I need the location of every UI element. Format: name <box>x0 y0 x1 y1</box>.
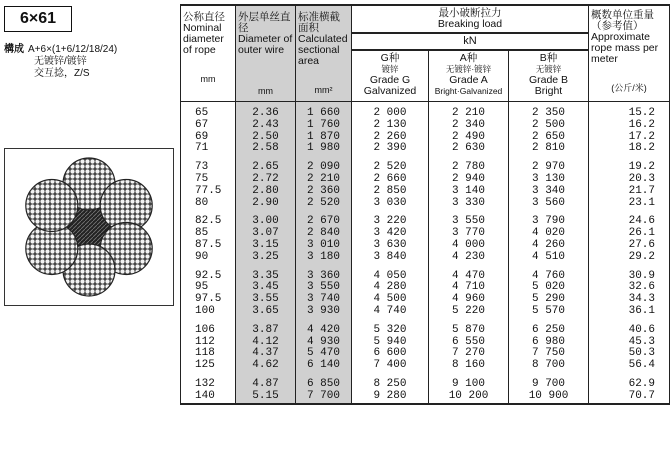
grade-g-load-cell: 4 050 <box>352 264 429 283</box>
table-row <box>181 240 670 252</box>
outer-wire-diameter-cell: 4.87 <box>236 372 296 391</box>
nominal-diameter-cell: 132 <box>181 372 236 391</box>
sectional-area-cell: 2 670 <box>296 209 352 228</box>
mass-cell: 24.6 <box>589 209 670 228</box>
grade-g-load-cell: 4 500 <box>352 294 429 306</box>
grade-g-load-cell: 5 320 <box>352 318 429 337</box>
sectional-area-cell: 1 870 <box>296 132 352 144</box>
outer-wire-diameter-cell: 2.80 <box>236 186 296 198</box>
composition-label: 構成 <box>4 44 24 55</box>
grade-g-load-cell: 9 280 <box>352 391 429 404</box>
header-breaking-load-cn: 最小破断拉力 <box>438 7 502 19</box>
grade-g-load-cell: 2 260 <box>352 132 429 144</box>
nominal-diameter-cell: 77.5 <box>181 186 236 198</box>
header-nominal-diameter-unit: mm <box>200 74 216 84</box>
outer-wire-diameter-cell: 2.36 <box>236 102 296 120</box>
outer-wire-diameter-cell: 3.00 <box>236 209 296 228</box>
grade-b-load-cell: 10 900 <box>509 391 589 404</box>
header-grade-a-cn: A种 <box>459 52 478 64</box>
mass-cell: 20.3 <box>589 174 670 186</box>
outer-wire-diameter-cell: 3.07 <box>236 228 296 240</box>
grade-b-load-cell: 3 560 <box>509 198 589 210</box>
grade-b-load-cell: 2 350 <box>509 102 589 120</box>
header-grade-b-en1: Grade B <box>528 74 569 86</box>
nominal-diameter-cell: 125 <box>181 360 236 372</box>
table-row <box>181 318 670 337</box>
mass-cell: 18.2 <box>589 143 670 155</box>
grade-g-load-cell: 7 400 <box>352 360 429 372</box>
mass-cell: 30.9 <box>589 264 670 283</box>
nominal-diameter-cell: 140 <box>181 391 236 404</box>
nominal-diameter-cell: 92.5 <box>181 264 236 283</box>
grade-a-load-cell: 2 630 <box>429 143 509 155</box>
header-breaking-load <box>352 5 589 33</box>
grade-b-load-cell: 3 340 <box>509 186 589 198</box>
sectional-area-cell: 2 360 <box>296 186 352 198</box>
header-grade-b <box>509 50 589 102</box>
outer-wire-diameter-cell: 3.87 <box>236 318 296 337</box>
mass-cell: 32.6 <box>589 282 670 294</box>
header-outer-wire-diameter <box>236 5 296 102</box>
table-row <box>181 360 670 372</box>
table-row <box>181 155 670 174</box>
nominal-diameter-cell: 85 <box>181 228 236 240</box>
grade-b-load-cell: 3 130 <box>509 174 589 186</box>
mass-cell: 36.1 <box>589 306 670 318</box>
grade-a-load-cell: 2 490 <box>429 132 509 144</box>
grade-a-load-cell: 2 210 <box>429 102 509 120</box>
table-row <box>181 120 670 132</box>
grade-b-load-cell: 4 760 <box>509 264 589 283</box>
header-sectional-area-unit: mm² <box>314 85 333 95</box>
header-sectional-area-en: Calculated sectional area <box>298 33 348 67</box>
grade-a-load-cell: 3 770 <box>429 228 509 240</box>
composition-lay: 交互捻，Z/S <box>34 68 90 79</box>
mass-cell: 19.2 <box>589 155 670 174</box>
sectional-area-cell: 2 520 <box>296 198 352 210</box>
table-row <box>181 252 670 264</box>
header-grade-g-cn2: 镀锌 <box>381 64 399 74</box>
grade-b-load-cell: 3 790 <box>509 209 589 228</box>
mass-cell: 29.2 <box>589 252 670 264</box>
grade-a-load-cell: 9 100 <box>429 372 509 391</box>
nominal-diameter-cell: 95 <box>181 282 236 294</box>
nominal-diameter-cell: 118 <box>181 348 236 360</box>
grade-g-load-cell: 3 220 <box>352 209 429 228</box>
sectional-area-cell: 4 930 <box>296 337 352 349</box>
rope-strand <box>26 180 78 232</box>
grade-b-load-cell: 6 980 <box>509 337 589 349</box>
table-row <box>181 186 670 198</box>
grade-g-load-cell: 2 000 <box>352 102 429 120</box>
sectional-area-cell: 3 550 <box>296 282 352 294</box>
sectional-area-cell: 3 010 <box>296 240 352 252</box>
grade-g-load-cell: 8 250 <box>352 372 429 391</box>
grade-g-load-cell: 2 390 <box>352 143 429 155</box>
nominal-diameter-cell: 97.5 <box>181 294 236 306</box>
nominal-diameter-cell: 80 <box>181 198 236 210</box>
sectional-area-cell: 2 840 <box>296 228 352 240</box>
mass-cell: 50.3 <box>589 348 670 360</box>
mass-cell: 34.3 <box>589 294 670 306</box>
sectional-area-cell: 2 210 <box>296 174 352 186</box>
mass-cell: 40.6 <box>589 318 670 337</box>
outer-wire-diameter-cell: 2.72 <box>236 174 296 186</box>
mass-cell: 23.1 <box>589 198 670 210</box>
header-outer-wire-diameter-en: Diameter of outer wire <box>238 33 293 56</box>
header-outer-wire-diameter-unit: mm <box>258 86 273 96</box>
grade-g-load-cell: 2 520 <box>352 155 429 174</box>
grade-a-load-cell: 4 230 <box>429 252 509 264</box>
header-breaking-unit: kN <box>352 33 589 50</box>
nominal-diameter-cell: 87.5 <box>181 240 236 252</box>
grade-b-load-cell: 7 750 <box>509 348 589 360</box>
grade-b-load-cell: 4 510 <box>509 252 589 264</box>
nominal-diameter-cell: 100 <box>181 306 236 318</box>
sectional-area-cell: 3 930 <box>296 306 352 318</box>
header-breaking-load-en: Breaking load <box>437 18 503 30</box>
grade-g-load-cell: 4 740 <box>352 306 429 318</box>
rope-spec-table <box>180 4 670 405</box>
header-grade-b-cn2: 无镀锌 <box>535 64 562 74</box>
table-row <box>181 264 670 283</box>
sectional-area-cell: 3 740 <box>296 294 352 306</box>
nominal-diameter-cell: 75 <box>181 174 236 186</box>
grade-a-load-cell: 3 140 <box>429 186 509 198</box>
table-body <box>181 102 670 404</box>
header-grade-b-en2: Bright <box>534 85 563 97</box>
rope-cross-section-drawing <box>5 149 173 305</box>
header-sectional-area-cn: 标准横截面积 <box>298 11 340 34</box>
grade-a-load-cell: 3 550 <box>429 209 509 228</box>
header-grade-a-en1: Grade A <box>449 74 488 86</box>
mass-cell: 45.3 <box>589 337 670 349</box>
outer-wire-diameter-cell: 5.15 <box>236 391 296 404</box>
grade-a-load-cell: 4 000 <box>429 240 509 252</box>
nominal-diameter-cell: 71 <box>181 143 236 155</box>
grade-a-load-cell: 4 710 <box>429 282 509 294</box>
header-nominal-diameter-en: Nominal diameter of rope <box>183 22 224 56</box>
mass-cell: 21.7 <box>589 186 670 198</box>
rope-cross-section-image <box>4 148 174 306</box>
table-row <box>181 174 670 186</box>
grade-a-load-cell: 4 960 <box>429 294 509 306</box>
sectional-area-cell: 5 470 <box>296 348 352 360</box>
nominal-diameter-cell: 67 <box>181 120 236 132</box>
composition-formula: A+6×(1+6/12/18/24) <box>28 44 118 55</box>
header-grade-g-en1: Grade G <box>369 74 411 86</box>
grade-b-load-cell: 9 700 <box>509 372 589 391</box>
nominal-diameter-cell: 82.5 <box>181 209 236 228</box>
nominal-diameter-cell: 90 <box>181 252 236 264</box>
header-mass-cn: 概数单位重量（参考值） <box>591 9 655 32</box>
grade-a-load-cell: 5 220 <box>429 306 509 318</box>
composition-block <box>4 44 174 80</box>
grade-g-load-cell: 3 420 <box>352 228 429 240</box>
outer-wire-diameter-cell: 2.43 <box>236 120 296 132</box>
grade-a-load-cell: 4 470 <box>429 264 509 283</box>
nominal-diameter-cell: 65 <box>181 102 236 120</box>
table-row <box>181 143 670 155</box>
header-grade-a <box>429 50 509 102</box>
sectional-area-cell: 1 760 <box>296 120 352 132</box>
grade-b-load-cell: 6 250 <box>509 318 589 337</box>
table-row <box>181 102 670 120</box>
sectional-area-cell: 4 420 <box>296 318 352 337</box>
grade-b-load-cell: 2 810 <box>509 143 589 155</box>
sectional-area-cell: 6 850 <box>296 372 352 391</box>
grade-a-load-cell: 5 870 <box>429 318 509 337</box>
grade-g-load-cell: 3 030 <box>352 198 429 210</box>
outer-wire-diameter-cell: 2.58 <box>236 143 296 155</box>
table-row <box>181 391 670 404</box>
outer-wire-diameter-cell: 3.45 <box>236 282 296 294</box>
grade-b-load-cell: 5 570 <box>509 306 589 318</box>
outer-wire-diameter-cell: 3.25 <box>236 252 296 264</box>
grade-a-load-cell: 2 940 <box>429 174 509 186</box>
nominal-diameter-cell: 69 <box>181 132 236 144</box>
header-grade-a-cn2: 无镀锌·镀锌 <box>445 64 492 74</box>
header-mass-unit: (公斤/米) <box>611 83 647 93</box>
rope-type-title: 6×61 <box>4 6 72 32</box>
sectional-area-cell: 6 140 <box>296 360 352 372</box>
grade-g-load-cell: 6 600 <box>352 348 429 360</box>
header-outer-wire-diameter-cn: 外层单丝直径 <box>238 11 291 34</box>
grade-b-load-cell: 8 700 <box>509 360 589 372</box>
header-nominal-diameter <box>181 5 236 102</box>
grade-b-load-cell: 4 260 <box>509 240 589 252</box>
grade-g-load-cell: 5 940 <box>352 337 429 349</box>
mass-cell: 27.6 <box>589 240 670 252</box>
table-row <box>181 209 670 228</box>
mass-cell: 70.7 <box>589 391 670 404</box>
header-grade-g-cn: G种 <box>380 52 400 64</box>
grade-a-load-cell: 3 330 <box>429 198 509 210</box>
grade-g-load-cell: 2 850 <box>352 186 429 198</box>
outer-wire-diameter-cell: 2.90 <box>236 198 296 210</box>
grade-a-load-cell: 7 270 <box>429 348 509 360</box>
outer-wire-diameter-cell: 3.35 <box>236 264 296 283</box>
grade-g-load-cell: 4 280 <box>352 282 429 294</box>
header-mass-en: Approximate rope mass per meter <box>591 31 659 65</box>
sectional-area-cell: 3 360 <box>296 264 352 283</box>
table-row <box>181 372 670 391</box>
grade-a-load-cell: 2 780 <box>429 155 509 174</box>
mass-cell: 62.9 <box>589 372 670 391</box>
outer-wire-diameter-cell: 2.50 <box>236 132 296 144</box>
table-row <box>181 198 670 210</box>
grade-b-load-cell: 2 970 <box>509 155 589 174</box>
outer-wire-diameter-cell: 3.65 <box>236 306 296 318</box>
grade-g-load-cell: 3 840 <box>352 252 429 264</box>
header-nominal-diameter-cn: 公称直径 <box>183 11 225 23</box>
grade-b-load-cell: 2 500 <box>509 120 589 132</box>
header-grade-g <box>352 50 429 102</box>
grade-b-load-cell: 5 290 <box>509 294 589 306</box>
grade-b-load-cell: 2 650 <box>509 132 589 144</box>
mass-cell: 15.2 <box>589 102 670 120</box>
sectional-area-cell: 2 090 <box>296 155 352 174</box>
grade-a-load-cell: 10 200 <box>429 391 509 404</box>
table-row <box>181 306 670 318</box>
nominal-diameter-cell: 106 <box>181 318 236 337</box>
mass-cell: 17.2 <box>589 132 670 144</box>
grade-a-load-cell: 6 550 <box>429 337 509 349</box>
header-grade-g-en2: Galvanized <box>363 85 417 97</box>
mass-cell: 16.2 <box>589 120 670 132</box>
outer-wire-diameter-cell: 4.62 <box>236 360 296 372</box>
grade-g-load-cell: 3 630 <box>352 240 429 252</box>
mass-cell: 56.4 <box>589 360 670 372</box>
sectional-area-cell: 1 660 <box>296 102 352 120</box>
grade-a-load-cell: 8 160 <box>429 360 509 372</box>
header-grade-b-cn: B种 <box>539 52 558 64</box>
outer-wire-diameter-cell: 4.12 <box>236 337 296 349</box>
nominal-diameter-cell: 112 <box>181 337 236 349</box>
sectional-area-cell: 3 180 <box>296 252 352 264</box>
nominal-diameter-cell: 73 <box>181 155 236 174</box>
header-grade-a-en2: Bright·Galvanized <box>434 86 503 96</box>
grade-b-load-cell: 5 020 <box>509 282 589 294</box>
outer-wire-diameter-cell: 4.37 <box>236 348 296 360</box>
sectional-area-cell: 7 700 <box>296 391 352 404</box>
grade-b-load-cell: 4 020 <box>509 228 589 240</box>
outer-wire-diameter-cell: 2.65 <box>236 155 296 174</box>
grade-g-load-cell: 2 660 <box>352 174 429 186</box>
header-mass <box>589 5 670 102</box>
header-sectional-area <box>296 5 352 102</box>
composition-coating: 无镀锌/镀锌 <box>34 56 87 67</box>
mass-cell: 26.1 <box>589 228 670 240</box>
grade-a-load-cell: 2 340 <box>429 120 509 132</box>
grade-g-load-cell: 2 130 <box>352 120 429 132</box>
outer-wire-diameter-cell: 3.55 <box>236 294 296 306</box>
outer-wire-diameter-cell: 3.15 <box>236 240 296 252</box>
sectional-area-cell: 1 980 <box>296 143 352 155</box>
